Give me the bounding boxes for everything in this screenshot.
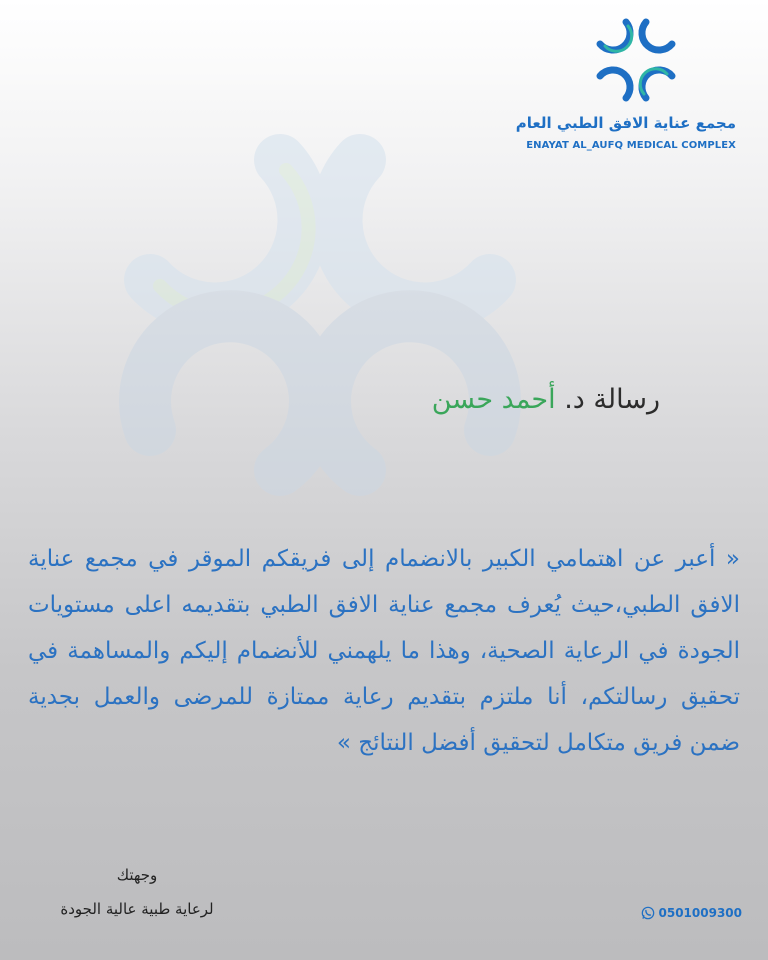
slogan xyxy=(30,858,244,926)
message-title xyxy=(432,384,660,415)
phone-number[interactable]: 0501009300 xyxy=(658,906,742,920)
brand-name-arabic: مجمع عناية الافق الطبي العام xyxy=(515,114,736,132)
contact-phone[interactable] xyxy=(641,906,743,920)
message-body: « أعبر عن اهتمامي الكبير بالانضمام إلى فريقكم الموقر في مجمع عناية الافق الطبي،حيث يُعرف مجمع عناية الافق الطبي بتقديمه اعلى مستويات الجودة في الرعاية الصحية، وهذا ما يلهمني للأنضمام إليكم والمساهمة في تحقيق رسالتكم، أنا ملتزم بتقديم رعاية ممتازة للمرضى والعمل بجدية ضمن فريق متكامل لتحقيق أفضل النتائج » xyxy=(28,546,740,756)
doctor-name: أحمد حسن xyxy=(431,384,556,415)
slogan-line-2: لرعاية طبية عالية الجودة xyxy=(60,900,214,918)
slogan-line-1: وجهتك xyxy=(116,866,158,884)
whatsapp-icon xyxy=(641,906,655,920)
brand-name-english: ENAYAT AL_AUFQ MEDICAL COMPLEX xyxy=(526,140,736,151)
title-prefix: رسالة د. xyxy=(564,384,660,415)
brand-logo-icon xyxy=(588,14,684,106)
